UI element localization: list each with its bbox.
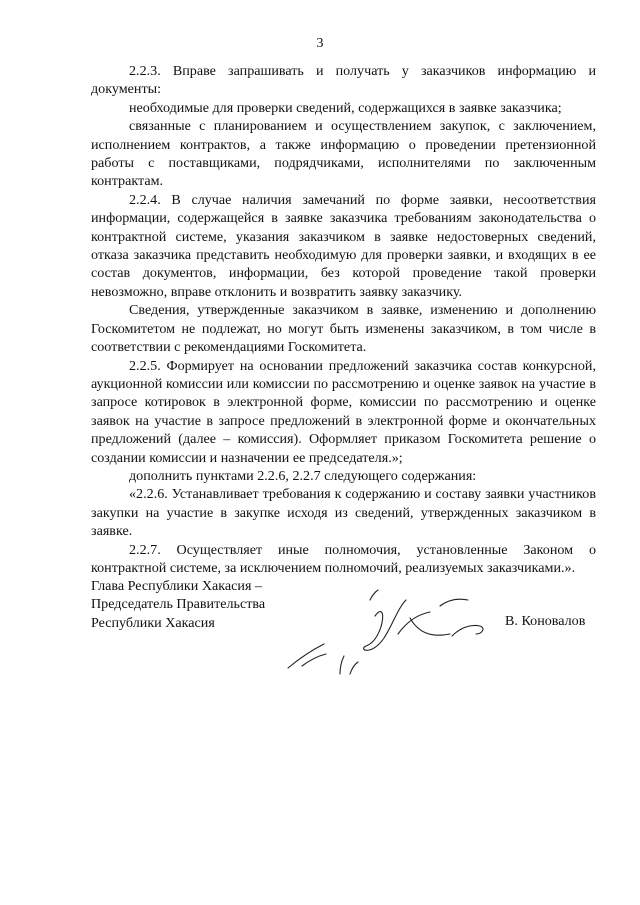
signatory-title	[91, 577, 265, 632]
paragraph-2-2-6: «2.2.6. Устанавливает требования к содержанию и составу заявки участников закупки на участие в закупке исходя из сведений, утвержденных заказчиком в заявке.	[91, 486, 596, 540]
paragraph-2-2-7: 2.2.7. Осуществляет иные полномочия, установленные Законом о контрактной системе, за исключением полномочий, реализуемых заказчиками.».	[91, 541, 596, 576]
page-number: 3	[316, 36, 324, 51]
document-body	[91, 62, 596, 577]
paragraph-2-2-5: 2.2.5. Формирует на основании предложений заказчика состав конкурсной, аукционной комиссии или комиссии по рассмотрению и оценке заявок на участие в запросе котировок в электронной форме, комиссии по рассмотрению и оценке заявок на участие в запросе предложений в электронной форме и окончательных предложений (далее – комиссия). Оформляет приказом Госкомитета решение о создании комиссии и назначении ее председателя.»;	[91, 357, 596, 466]
paragraph-2-2-3: 2.2.3. Вправе запрашивать и получать у заказчиков информацию и документы:	[91, 63, 596, 98]
paragraph-planning: связанные с планированием и осуществлением закупок, с заключением, исполнением контрактов, а также информацию о проведении претензионной работы с поставщиками, подрядчиками, исполнителями по заключенным контрактам.	[91, 118, 596, 190]
signatory-name: В. Коновалов	[505, 613, 586, 629]
signatory-title-line-2: Председатель Правительства	[91, 596, 266, 613]
paragraph-supplement: дополнить пунктами 2.2.6, 2.2.7 следующего содержания:	[129, 467, 477, 484]
handwritten-signature	[280, 570, 500, 685]
paragraph-verification: необходимые для проверки сведений, содержащихся в заявке заказчика;	[129, 99, 562, 116]
paragraph-2-2-4: 2.2.4. В случае наличия замечаний по форме заявки, несоответствия информации, содержащейся в заявке заказчика требованиям законодательства о контрактной системе, указания заказчиком в заявке недостоверных сведений, отказа заказчика представить необходимую для проверки заявки, и входящих в ее состав документов, информации, без которой проведение такой проверки невозможно, вправе отклонить и возвратить заявку заказчику.	[91, 191, 596, 300]
signatory-title-line-1: Глава Республики Хакасия –	[91, 578, 263, 594]
signatory-title-line-3: Республики Хакасия	[91, 614, 215, 631]
paragraph-approved-info: Сведения, утвержденные заказчиком в заявке, изменению и дополнению Госкомитетом не подлежат, но могут быть изменены заказчиком, в том числе в соответствии с рекомендациями Госкомитета.	[91, 302, 596, 356]
